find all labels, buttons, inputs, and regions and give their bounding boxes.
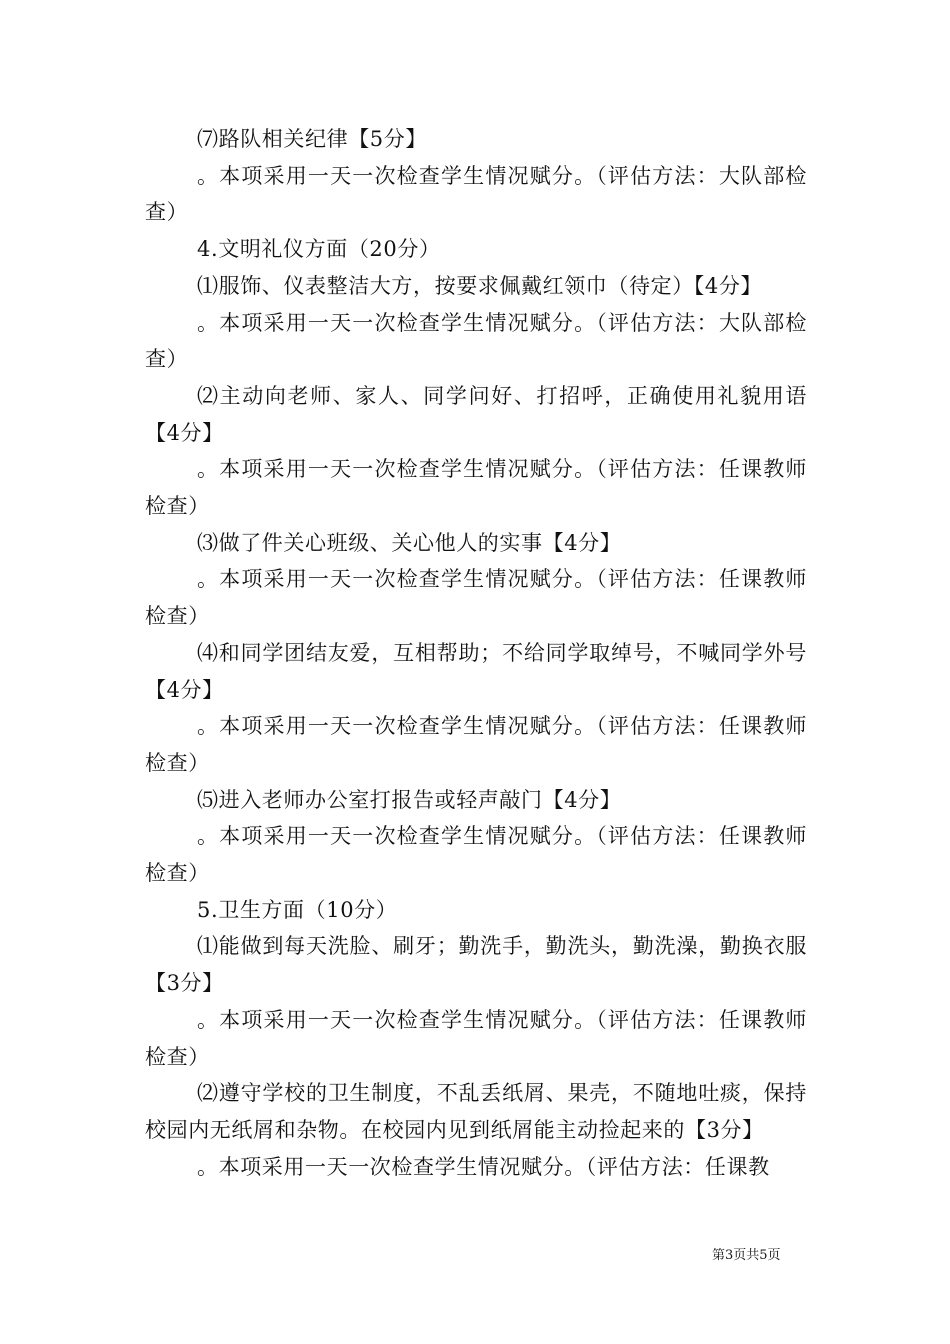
paragraph: 。本项采用一天一次检查学生情况赋分。（评估方法：任课教师检查） xyxy=(145,824,807,886)
paragraph: ⑵遵守学校的卫生制度，不乱丢纸屑、果壳，不随地吐痰，保持校园内无纸屑和杂物。在校园内见到纸屑能主动捡起来的【3分】 xyxy=(145,1081,807,1142)
paragraph: 。本项采用一天一次检查学生情况赋分。（评估方法：任课教师检查） xyxy=(145,1007,807,1069)
page-number: 第3页共5页 xyxy=(712,1248,781,1263)
section-heading: 5.卫生方面（10分） xyxy=(197,897,398,922)
paragraph: 。本项采用一天一次检查学生情况赋分。（评估方法：大队部检查） xyxy=(145,163,807,225)
paragraph: ⑺路队相关纪律【5分】 xyxy=(197,127,427,151)
paragraph: 。本项采用一天一次检查学生情况赋分。（评估方法：任课教师检查） xyxy=(145,714,807,775)
paragraph: ⑵主动向老师、家人、同学问好、打招呼，正确使用礼貌用语【4分】 xyxy=(145,383,807,445)
paragraph: ⑴服饰、仪表整洁大方，按要求佩戴红领巾（待定）【4分】 xyxy=(197,273,763,298)
paragraph: 。本项采用一天一次检查学生情况赋分。（评估方法：任课教师检查） xyxy=(145,567,807,629)
paragraph: ⑷和同学团结友爱，互相帮助；不给同学取绰号，不喊同学外号【4分】 xyxy=(145,640,807,702)
paragraph: 。本项采用一天一次检查学生情况赋分。（评估方法：大队部检查） xyxy=(145,310,807,372)
document-body xyxy=(145,121,807,1185)
paragraph: 。本项采用一天一次检查学生情况赋分。（评估方法：任课教 xyxy=(197,1154,770,1179)
paragraph: ⑸进入老师办公室打报告或轻声敲门【4分】 xyxy=(197,787,622,812)
paragraph: ⑶做了件关心班级、关心他人的实事【4分】 xyxy=(197,530,622,555)
paragraph: ⑴能做到每天洗脸、刷牙；勤洗手，勤洗头，勤洗澡，勤换衣服【3分】 xyxy=(145,934,807,996)
section-heading: 4.文明礼仪方面（20分） xyxy=(197,237,441,262)
paragraph: 。本项采用一天一次检查学生情况赋分。（评估方法：任课教师检查） xyxy=(145,457,807,519)
